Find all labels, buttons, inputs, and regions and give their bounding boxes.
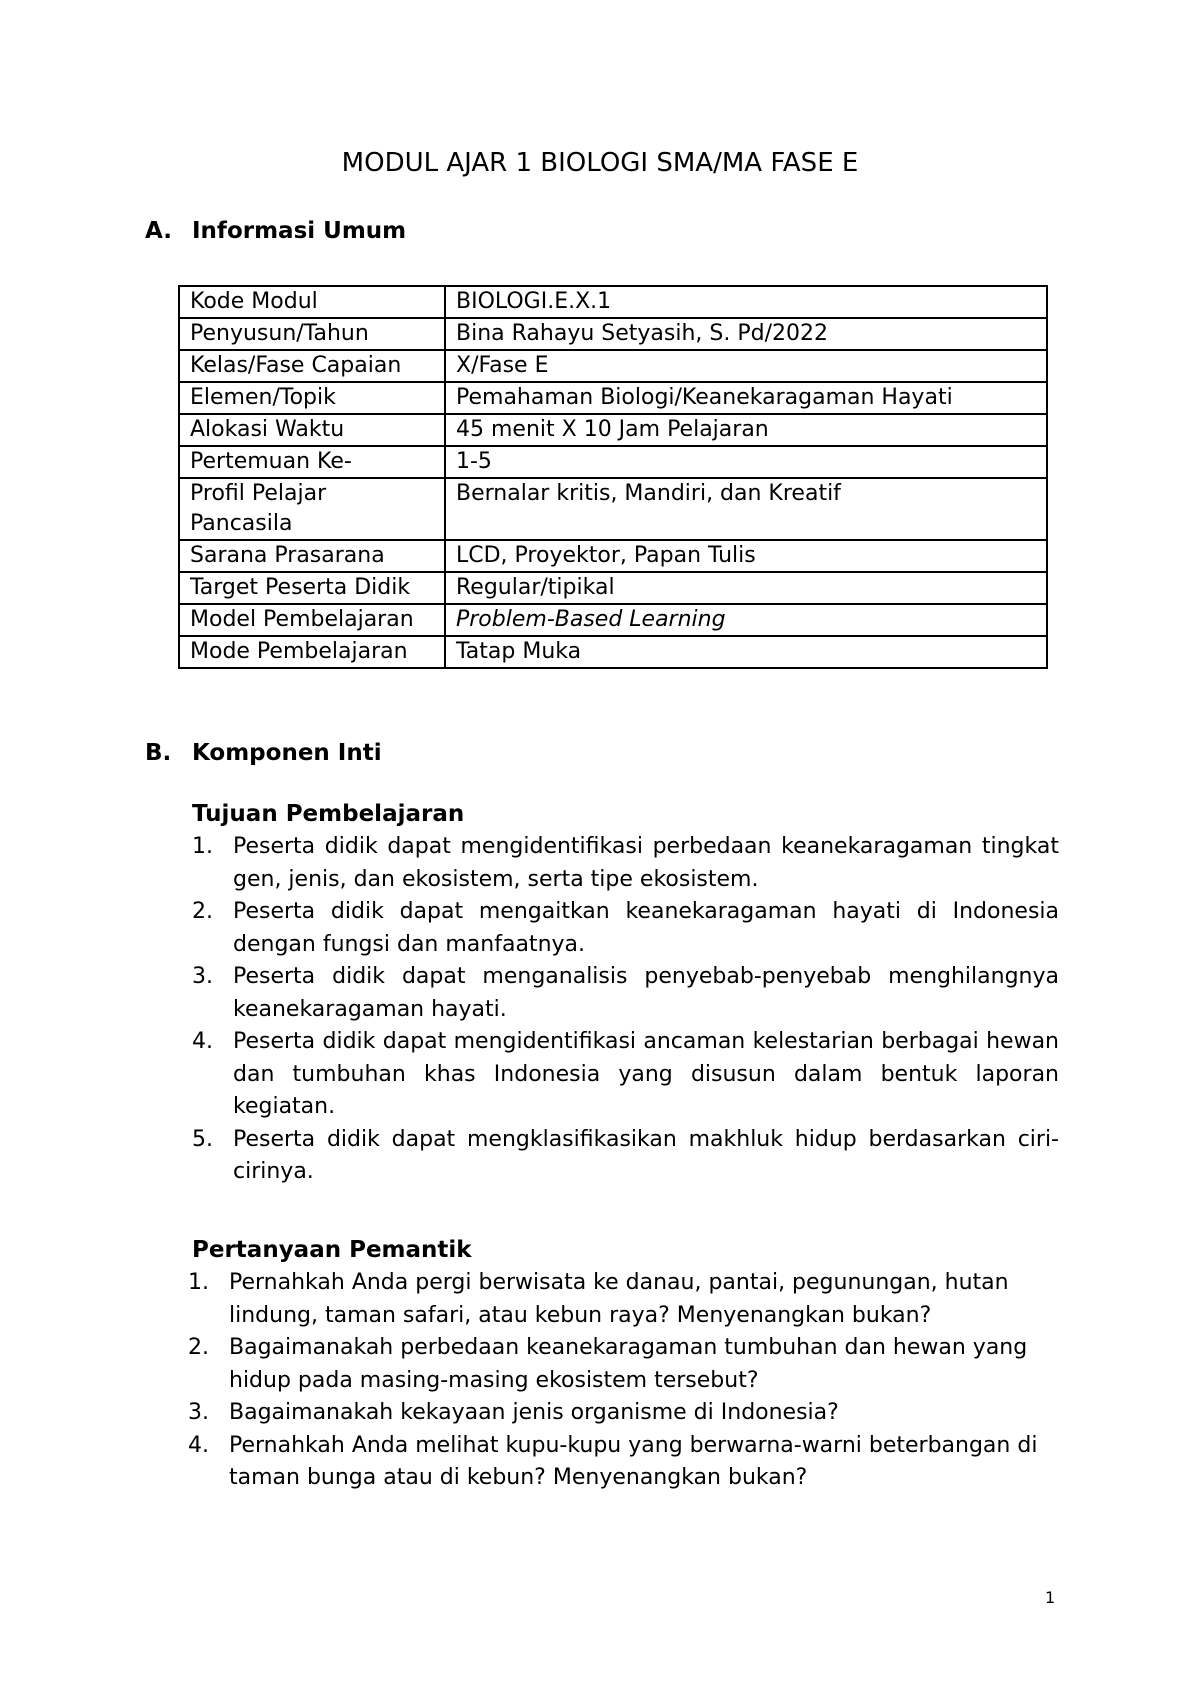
table-value: Pemahaman Biologi/Keanekaragaman Hayati bbox=[445, 382, 1047, 414]
table-key: Model Pembelajaran bbox=[179, 604, 445, 636]
tujuan-heading: Tujuan Pembelajaran bbox=[192, 801, 465, 827]
table-value: Regular/tipikal bbox=[445, 572, 1047, 604]
table-key: Mode Pembelajaran bbox=[179, 636, 445, 668]
table-row bbox=[179, 414, 1047, 446]
list-text: Peserta didik dapat mengidentifikasi perbedaan keanekaragaman tingkat gen, jenis, dan ekosistem, serta tipe ekosistem. bbox=[233, 834, 1059, 892]
list-text: Pernahkah Anda melihat kupu-kupu yang berwarna-warni beterbangan di taman bunga atau di kebun? Menyenangkan bukan? bbox=[229, 1432, 1038, 1490]
list-number: 3. bbox=[192, 964, 213, 989]
list-text: Bagaimanakah perbedaan keanekaragaman tumbuhan dan hewan yang hidup pada masing-masing ekosistem tersebut? bbox=[229, 1335, 1028, 1393]
table-key: Kelas/Fase Capaian bbox=[179, 350, 445, 382]
list-item bbox=[192, 831, 1059, 896]
table-row bbox=[179, 478, 1047, 540]
table-key: Elemen/Topik bbox=[179, 382, 445, 414]
table-row bbox=[179, 636, 1047, 668]
list-text: Peserta didik dapat menganalisis penyebab-penyebab menghilangnya keanekaragaman hayati. bbox=[233, 964, 1059, 1022]
table-row bbox=[179, 382, 1047, 414]
list-item bbox=[188, 1332, 1059, 1397]
table-value: 1-5 bbox=[445, 446, 1047, 478]
list-text: Peserta didik dapat mengklasifikasikan makhluk hidup berdasarkan ciri-cirinya. bbox=[233, 1126, 1059, 1184]
list-text: Peserta didik dapat mengaitkan keanekaragaman hayati di Indonesia dengan fungsi dan manfaatnya. bbox=[233, 899, 1059, 957]
table-value: LCD, Proyektor, Papan Tulis bbox=[445, 540, 1047, 572]
list-number: 2. bbox=[188, 1335, 209, 1360]
page-number: 1 bbox=[1045, 1588, 1056, 1607]
tujuan-list bbox=[192, 831, 1059, 1189]
table-row bbox=[179, 446, 1047, 478]
list-number: 3. bbox=[188, 1400, 209, 1425]
list-number: 4. bbox=[192, 1029, 213, 1054]
section-a-heading bbox=[145, 217, 406, 245]
table-row bbox=[179, 318, 1047, 350]
table-key: Pertemuan Ke- bbox=[179, 446, 445, 478]
table-key: Alokasi Waktu bbox=[179, 414, 445, 446]
table-row bbox=[179, 540, 1047, 572]
table-value: Problem-Based Learning bbox=[445, 604, 1047, 636]
table-row bbox=[179, 350, 1047, 382]
table-value: X/Fase E bbox=[445, 350, 1047, 382]
list-number: 2. bbox=[192, 899, 213, 924]
section-b-title: Komponen Inti bbox=[192, 740, 382, 766]
section-a-letter: A. bbox=[145, 218, 172, 244]
table-value: Bina Rahayu Setyasih, S. Pd/2022 bbox=[445, 318, 1047, 350]
section-b-heading bbox=[145, 739, 382, 767]
table-key: Kode Modul bbox=[179, 286, 445, 318]
list-number: 1. bbox=[192, 834, 213, 859]
table-value: 45 menit X 10 Jam Pelajaran bbox=[445, 414, 1047, 446]
list-text: Bagaimanakah kekayaan jenis organisme di Indonesia? bbox=[229, 1400, 839, 1425]
table-key: Penyusun/Tahun bbox=[179, 318, 445, 350]
info-table bbox=[178, 285, 1048, 669]
table-value: BIOLOGI.E.X.1 bbox=[445, 286, 1047, 318]
pemantik-list bbox=[188, 1267, 1059, 1495]
list-item bbox=[188, 1430, 1059, 1495]
table-row bbox=[179, 286, 1047, 318]
list-item bbox=[192, 1026, 1059, 1124]
table-value: Tatap Muka bbox=[445, 636, 1047, 668]
table-row bbox=[179, 572, 1047, 604]
table-value: Bernalar kritis, Mandiri, dan Kreatif bbox=[445, 478, 1047, 540]
list-item bbox=[192, 896, 1059, 961]
section-b-letter: B. bbox=[145, 740, 172, 766]
pemantik-heading: Pertanyaan Pemantik bbox=[192, 1237, 472, 1263]
list-item bbox=[192, 1124, 1059, 1189]
list-number: 5. bbox=[192, 1126, 213, 1152]
list-text: Peserta didik dapat mengidentifikasi ancaman kelestarian berbagai hewan dan tumbuhan khas Indonesia yang disusun dalam bentuk laporan kegiatan. bbox=[233, 1029, 1059, 1119]
document-title: MODUL AJAR 1 BIOLOGI SMA/MA FASE E bbox=[341, 148, 859, 178]
table-key: Profil Pelajar Pancasila bbox=[179, 478, 445, 540]
list-number: 4. bbox=[188, 1432, 209, 1458]
table-key: Sarana Prasarana bbox=[179, 540, 445, 572]
section-a-title: Informasi Umum bbox=[192, 218, 407, 244]
list-number: 1. bbox=[188, 1270, 209, 1295]
list-item bbox=[192, 961, 1059, 1026]
list-item bbox=[188, 1397, 1059, 1430]
list-item bbox=[188, 1267, 1059, 1332]
list-text: Pernahkah Anda pergi berwisata ke danau, pantai, pegunungan, hutan lindung, taman safari, atau kebun raya? Menyenangkan bukan? bbox=[229, 1270, 1009, 1328]
table-row bbox=[179, 604, 1047, 636]
table-key: Target Peserta Didik bbox=[179, 572, 445, 604]
